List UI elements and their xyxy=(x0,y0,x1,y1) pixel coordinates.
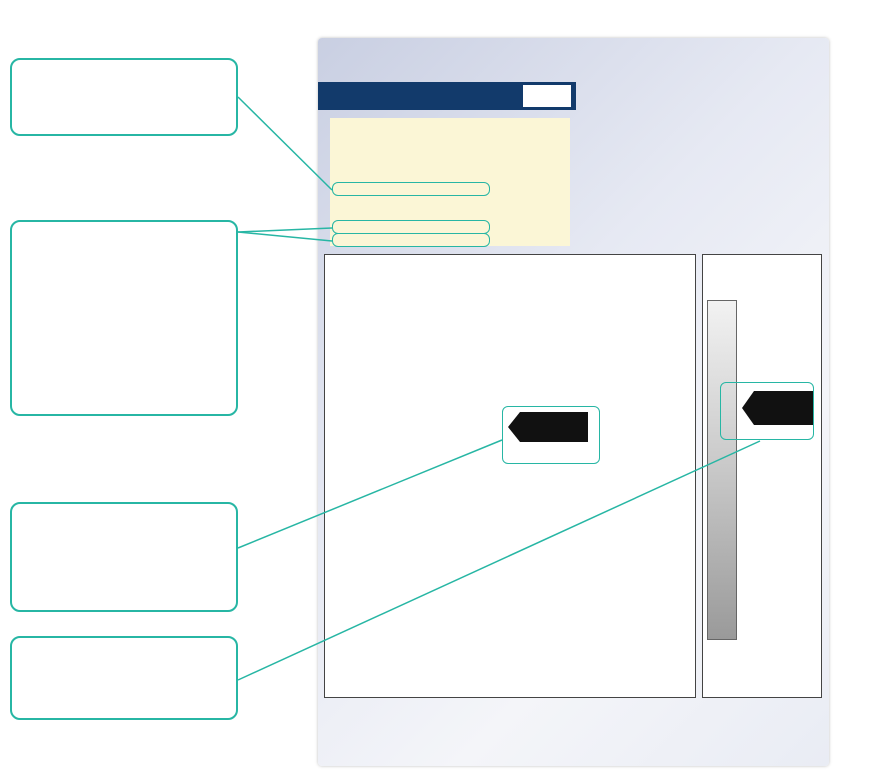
ber-value-box xyxy=(523,85,571,107)
rating-panel xyxy=(324,254,696,698)
highlight-company-no xyxy=(332,233,490,247)
callout-ber-number xyxy=(10,58,238,136)
ber-description xyxy=(588,126,824,134)
co2-scale xyxy=(707,300,737,640)
highlight-assessor-number xyxy=(332,220,490,234)
callout-registration xyxy=(10,220,238,416)
callout-co2 xyxy=(10,636,238,720)
highlight-ber-number xyxy=(332,182,490,196)
callout-rating xyxy=(10,502,238,612)
ber-certificate xyxy=(318,38,829,766)
highlight-current-rating xyxy=(502,406,600,464)
highlight-co2-value xyxy=(720,382,814,440)
